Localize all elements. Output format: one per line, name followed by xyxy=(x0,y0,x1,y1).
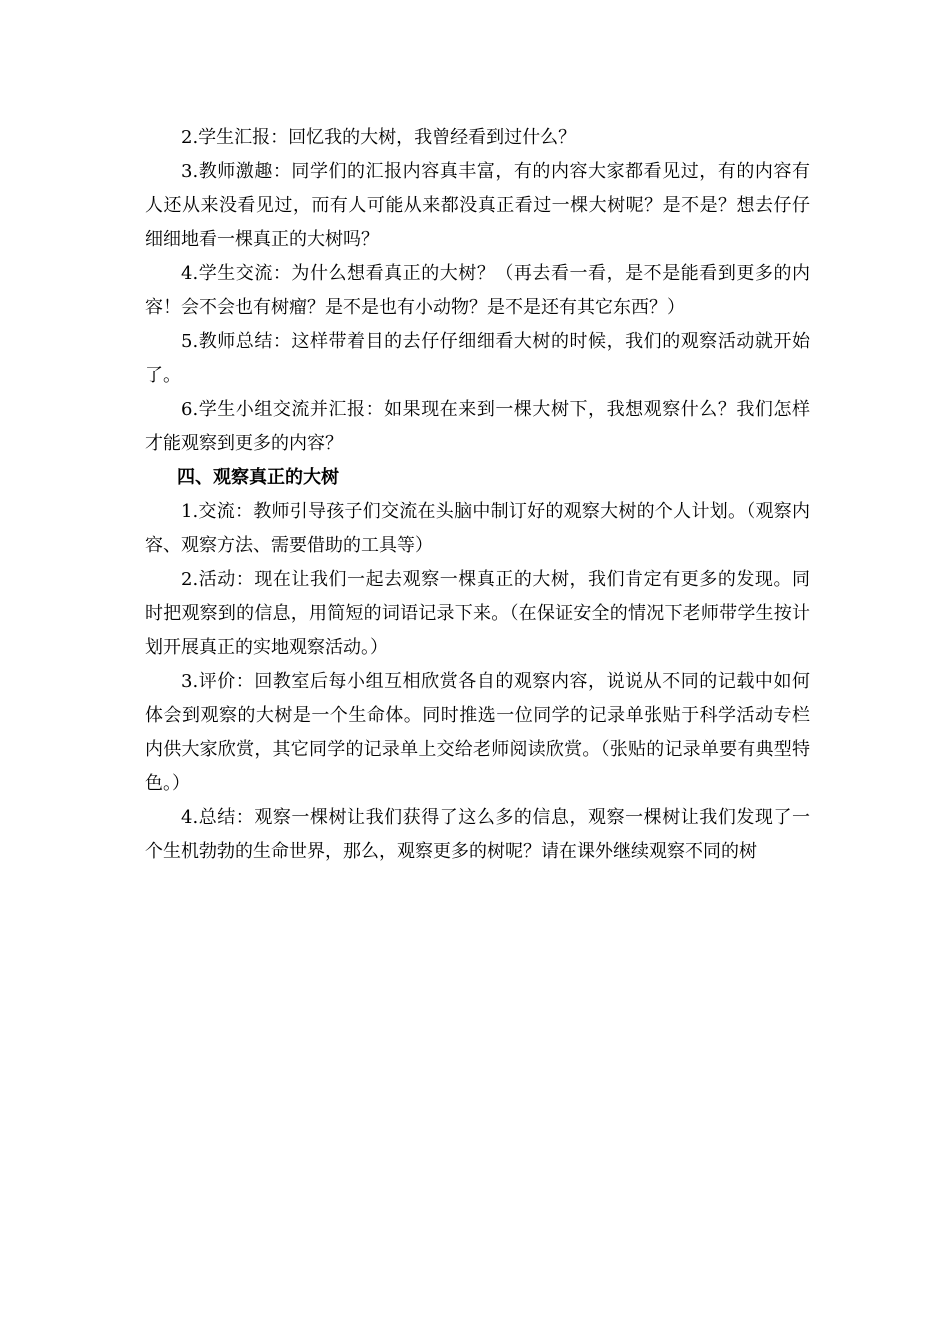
paragraph-conclusion: 4.总结：观察一棵树让我们获得了这么多的信息，观察一棵树让我们发现了一个生机勃勃的生命世界，那么，观察更多的树呢？请在课外继续观察不同的树 xyxy=(145,807,810,862)
paragraph-student-discussion: 4.学生交流：为什么想看真正的大树？（再去看一看，是不是能看到更多的内容！会不会也有树瘤？是不是也有小动物？是不是还有其它东西？） xyxy=(145,263,810,318)
paragraph-teacher-summary: 5.教师总结：这样带着目的去仔仔细细看大树的时候，我们的观察活动就开始了。 xyxy=(145,331,810,386)
paragraph-teacher-motivation: 3.教师激趣：同学们的汇报内容真丰富，有的内容大家都看见过，有的内容有人还从来没看见过，而有人可能从来都没真正看过一棵大树呢？是不是？想去仔仔细细地看一棵真正的大树吗？ xyxy=(145,161,810,250)
paragraph-group-discussion: 6.学生小组交流并汇报：如果现在来到一棵大树下，我想观察什么？我们怎样才能观察到更多的内容？ xyxy=(145,399,810,454)
paragraph-student-report: 2.学生汇报：回忆我的大树，我曾经看到过什么？ xyxy=(181,127,577,148)
section-heading: 四、观察真正的大树 xyxy=(177,467,339,488)
paragraph-exchange: 1.交流：教师引导孩子们交流在头脑中制订好的观察大树的个人计划。（观察内容、观察方法、需要借助的工具等） xyxy=(145,501,810,556)
paragraph-evaluation: 3.评价：回教室后每小组互相欣赏各自的观察内容，说说从不同的记载中如何体会到观察的大树是一个生命体。同时推选一位同学的记录单张贴于科学活动专栏内供大家欣赏，其它同学的记录单上交给老师阅读欣赏。（张贴的记录单要有典型特色。） xyxy=(145,671,810,794)
document-body xyxy=(145,121,810,869)
paragraph-activity: 2.活动：现在让我们一起去观察一棵真正的大树，我们肯定有更多的发现。同时把观察到的信息，用简短的词语记录下来。（在保证安全的情况下老师带学生按计划开展真正的实地观察活动。） xyxy=(145,569,810,658)
